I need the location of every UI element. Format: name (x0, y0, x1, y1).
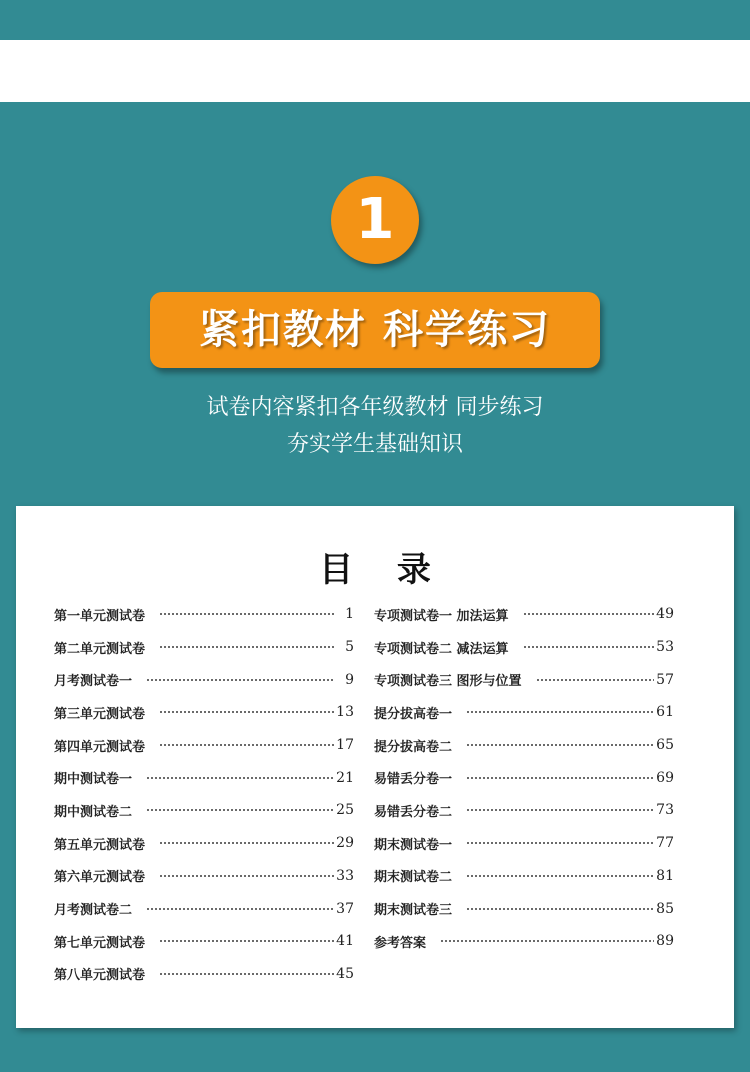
toc-entry-label: 第一单元测试卷 (54, 608, 146, 624)
dot-leader (523, 646, 654, 648)
toc-entry (54, 925, 354, 958)
toc-entry-page: 73 (656, 802, 674, 819)
toc-entry-label: 第七单元测试卷 (54, 935, 146, 951)
dot-leader (159, 744, 334, 746)
toc-entry-label: 易错丢分卷一 (374, 772, 453, 788)
dot-leader (523, 613, 654, 615)
table-of-contents-card (16, 506, 734, 1028)
toc-entry-label: 第五单元测试卷 (54, 837, 146, 853)
toc-entry (374, 761, 674, 794)
toc-right-column (374, 598, 674, 958)
toc-entry-page: 33 (336, 867, 354, 884)
toc-entry-label: 第八单元测试卷 (54, 968, 146, 984)
toc-entry-label: 第六单元测试卷 (54, 870, 146, 886)
toc-entry-label: 期末测试卷一 (374, 837, 453, 853)
dot-leader (159, 973, 334, 975)
dot-leader (146, 809, 334, 811)
toc-entry (54, 892, 354, 925)
toc-entry-label: 期中测试卷二 (54, 804, 133, 820)
toc-entry (54, 696, 354, 729)
dot-leader (146, 777, 334, 779)
dot-leader (466, 744, 654, 746)
toc-entry-page: 13 (336, 704, 354, 721)
dot-leader (466, 908, 654, 910)
toc-entry-label: 期末测试卷二 (374, 870, 453, 886)
dot-leader (146, 679, 334, 681)
toc-entry-page: 17 (336, 737, 354, 754)
toc-entry-page: 65 (656, 737, 674, 754)
dot-leader (466, 711, 654, 713)
toc-entry-label: 期中测试卷一 (54, 772, 133, 788)
dot-leader (146, 908, 334, 910)
toc-entry (54, 631, 354, 664)
toc-entry-page: 45 (336, 965, 354, 982)
toc-entry (54, 958, 354, 991)
dot-leader (159, 940, 334, 942)
toc-entry (54, 598, 354, 631)
toc-entry-label: 第三单元测试卷 (54, 706, 146, 722)
toc-entry (54, 663, 354, 696)
dot-leader (440, 940, 654, 942)
toc-entry-page: 85 (656, 900, 674, 917)
dot-leader (159, 875, 334, 877)
toc-entry-page: 41 (336, 933, 354, 950)
toc-entry-label: 专项测试卷一 加法运算 (374, 608, 509, 624)
toc-entry-page: 81 (656, 867, 674, 884)
toc-entry-page: 9 (345, 671, 354, 688)
dot-leader (466, 842, 654, 844)
toc-entry-label: 第四单元测试卷 (54, 739, 146, 755)
number-badge: 1 (331, 176, 419, 264)
toc-entry (54, 761, 354, 794)
toc-entry-label: 参考答案 (374, 935, 427, 951)
dot-leader (159, 613, 334, 615)
toc-entry-label: 月考测试卷一 (54, 674, 133, 690)
toc-entry-label: 期末测试卷三 (374, 903, 453, 919)
toc-entry (374, 598, 674, 631)
dot-leader (466, 875, 654, 877)
toc-entry (374, 794, 674, 827)
top-strip (0, 0, 750, 40)
toc-entry (374, 631, 674, 664)
toc-entry-page: 25 (336, 802, 354, 819)
toc-entry-page: 21 (336, 769, 354, 786)
toc-entry (374, 860, 674, 893)
toc-entry-page: 37 (336, 900, 354, 917)
toc-entry (374, 663, 674, 696)
toc-entry-label: 提分拔高卷二 (374, 739, 453, 755)
toc-entry-page: 1 (345, 606, 354, 623)
white-band (0, 40, 750, 102)
toc-entry-label: 专项测试卷三 图形与位置 (374, 674, 522, 690)
toc-entry (54, 827, 354, 860)
headline-banner: 紧扣教材 科学练习 (150, 292, 600, 368)
subtitle-line-1: 试卷内容紧扣各年级教材 同步练习 (206, 395, 544, 420)
dot-leader (536, 679, 654, 681)
toc-entry (374, 729, 674, 762)
toc-entry (374, 696, 674, 729)
toc-entry-label: 专项测试卷二 减法运算 (374, 641, 509, 657)
toc-entry-page: 69 (656, 769, 674, 786)
toc-entry-page: 77 (656, 835, 674, 852)
toc-entry-page: 89 (656, 933, 674, 950)
toc-entry (374, 925, 674, 958)
dot-leader (466, 809, 654, 811)
dot-leader (466, 777, 654, 779)
toc-left-column (54, 598, 354, 990)
toc-entry-page: 61 (656, 704, 674, 721)
toc-entry-page: 57 (656, 671, 674, 688)
toc-entry (54, 729, 354, 762)
toc-entry (374, 892, 674, 925)
toc-entry-label: 月考测试卷二 (54, 903, 133, 919)
dot-leader (159, 711, 334, 713)
toc-title: 目 录 (319, 550, 447, 590)
dot-leader (159, 646, 334, 648)
toc-entry (54, 860, 354, 893)
toc-entry-page: 53 (656, 639, 674, 656)
toc-entry (54, 794, 354, 827)
subtitle-line-2: 夯实学生基础知识 (286, 432, 463, 457)
toc-entry-label: 第二单元测试卷 (54, 641, 146, 657)
dot-leader (159, 842, 334, 844)
toc-entry-label: 提分拔高卷一 (374, 706, 453, 722)
toc-entry-page: 5 (345, 639, 354, 656)
toc-entry-page: 49 (656, 606, 674, 623)
toc-entry (374, 827, 674, 860)
toc-entry-label: 易错丢分卷二 (374, 804, 453, 820)
toc-entry-page: 29 (336, 835, 354, 852)
